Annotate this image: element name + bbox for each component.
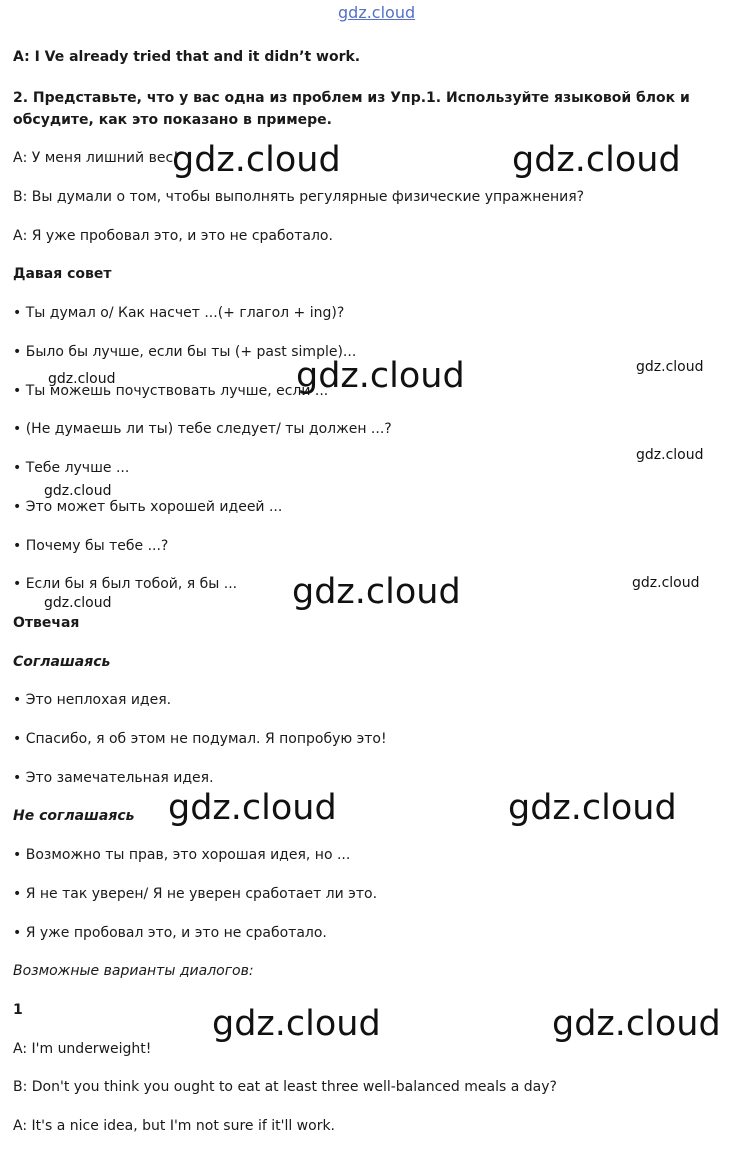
- advice-item: • Это может быть хорошей идеей ...: [13, 499, 283, 515]
- previous-dialogue-line: A: I Ve already tried that and it didn’t work.: [13, 49, 361, 65]
- watermark-text: gdz.cloud: [212, 1004, 381, 1044]
- watermark-link[interactable]: gdz.cloud: [338, 3, 416, 22]
- dialogues-heading: Возможные варианты диалогов:: [13, 963, 254, 979]
- watermark-text-small: gdz.cloud: [44, 483, 112, 499]
- example-line-a2: А: Я уже пробовал это, и это не сработало.: [13, 228, 333, 244]
- watermark-text-small: gdz.cloud: [44, 595, 112, 611]
- section-heading-responding: Отвечая: [13, 615, 80, 631]
- example-line-a1: А: У меня лишний вес!: [13, 150, 179, 166]
- disagree-item: • Я уже пробовал это, и это не сработало.: [13, 925, 327, 941]
- watermark-text-small: gdz.cloud: [636, 447, 704, 463]
- example-line-b: В: Вы думали о том, чтобы выполнять регулярные физические упражнения?: [13, 189, 585, 205]
- dialogue-line-a2: A: It's a nice idea, but I'm not sure if it'll work.: [13, 1118, 336, 1134]
- watermark-text-small: gdz.cloud: [636, 359, 704, 375]
- section-heading-advice: Давая совет: [13, 266, 112, 282]
- watermark-text: gdz.cloud: [292, 572, 461, 612]
- dialogue-line-a1: A: I'm underweight!: [13, 1041, 152, 1057]
- advice-item: • (Не думаешь ли ты) тебе следует/ ты должен ...?: [13, 421, 392, 437]
- agree-item: • Спасибо, я об этом не подумал. Я попробую это!: [13, 731, 387, 747]
- advice-item: • Было бы лучше, если бы ты (+ past simple)...: [13, 344, 357, 360]
- watermark-text: gdz.cloud: [512, 140, 681, 180]
- subheading-disagreeing: Не соглашаясь: [13, 808, 135, 824]
- watermark-text: gdz.cloud: [552, 1004, 721, 1044]
- dialogue-line-b: B: Don't you think you ought to eat at least three well-balanced meals a day?: [13, 1079, 557, 1095]
- watermark-text: gdz.cloud: [172, 140, 341, 180]
- disagree-item: • Я не так уверен/ Я не уверен сработает ли это.: [13, 886, 378, 902]
- watermark-text: gdz.cloud: [508, 788, 677, 828]
- disagree-item: • Возможно ты прав, это хорошая идея, но ...: [13, 847, 351, 863]
- watermark-text-small: gdz.cloud: [48, 371, 116, 387]
- agree-item: • Это неплохая идея.: [13, 692, 172, 708]
- advice-item: • Ты можешь почуствовать лучше, если ...: [13, 383, 329, 399]
- watermark-text: gdz.cloud: [168, 788, 337, 828]
- watermark-text: gdz.cloud: [296, 356, 465, 396]
- agree-item: • Это замечательная идея.: [13, 770, 214, 786]
- advice-item: • Тебе лучше ...: [13, 460, 130, 476]
- advice-item: • Почему бы тебе ...?: [13, 538, 169, 554]
- subheading-agreeing: Соглашаясь: [13, 654, 111, 670]
- dialogue-number: 1: [13, 1002, 23, 1018]
- advice-item: • Ты думал о/ Как насчет ...(+ глагол + ing)?: [13, 305, 345, 321]
- advice-item: • Если бы я был тобой, я бы ...: [13, 576, 238, 592]
- exercise-2-task: 2. Представьте, что у вас одна из проблем из Упр.1. Используйте языковой блок и обсудите, как это показано в примере.: [13, 90, 690, 128]
- watermark-text-small: gdz.cloud: [632, 575, 700, 591]
